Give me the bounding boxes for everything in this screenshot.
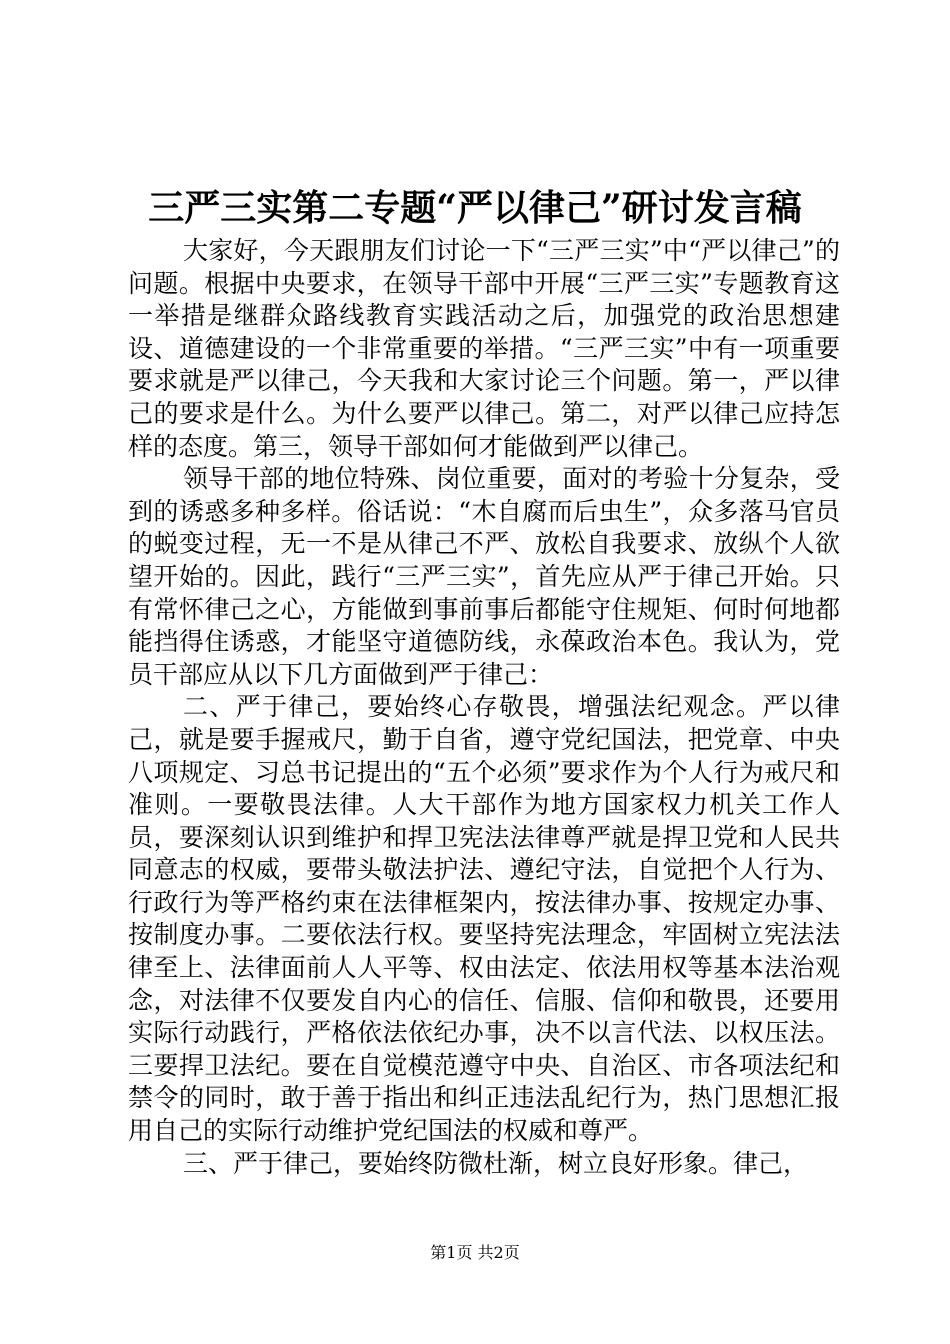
body-paragraph-2: 领导干部的地位特殊、岗位重要，面对的考验十分复杂，受到的诱惑多种多样。俗话说：“木自腐而后虫生”，众多落马官员的蜕变过程，无一不是从律己不严、放松自我要求、放纵个人欲望开始的。因此，践行“三严三实”，首先应从严于律己开始。只有常怀律己之心，方能做到事前事后都能守住规矩、何时何地都能挡得住诱惑，才能坚守道德防线，永葆政治本色。我认为，党员干部应从以下几方面做到严于律己： (128, 464, 840, 689)
body-paragraph-1: 大家好，今天跟朋友们讨论一下“三严三实”中“严以律己”的问题。根据中央要求，在领导干部中开展“三严三实”专题教育这一举措是继群众路线教育实践活动之后，加强党的政治思想建设、道德建设的一个非常重要的举措。“三严三实”中有一项重要要求就是严以律己，今天我和大家讨论三个问题。第一，严以律己的要求是什么。为什么要严以律己。第二，对严以律己应持怎样的态度。第三，领导干部如何才能做到严以律己。 (128, 236, 840, 461)
page-number-footer: 第1页 共2页 (430, 1243, 520, 1262)
body-paragraph-3: 二、严于律己，要始终心存敬畏，增强法纪观念。严以律己，就是要手握戒尺，勤于自省，遵守党纪国法，把党章、中央八项规定、习总书记提出的“五个必须”要求作为个人行为戒尺和准则。一要敬畏法律。人大干部作为地方国家权力机关工作人员，要深刻认识到维护和捍卫宪法法律尊严就是捍卫党和人民共同意志的权威，要带头敬法护法、遵纪守法，自觉把个人行为、行政行为等严格约束在法律框架内，按法律办事、按规定办事、按制度办事。二要依法行权。要坚持宪法理念，牢固树立宪法法律至上、法律面前人人平等、权由法定、依法用权等基本法治观念，对法律不仅要发自内心的信任、信服、信仰和敬畏，还要用实际行动践行，严格依法依纪办事，决不以言代法、以权压法。三要捍卫法纪。要在自觉模范遵守中央、自治区、市各项法纪和禁令的同时，敢于善于指出和纠正违法乱纪行为，热门思想汇报用自己的实际行动维护党纪国法的权威和尊严。 (128, 692, 840, 1146)
document-body (128, 235, 840, 1180)
document-title: 三严三实第二专题“严以律己”研讨发言稿 (148, 187, 802, 229)
body-paragraph-4: 三、严于律己，要始终防微杜渐，树立良好形象。律己， (183, 1148, 809, 1178)
